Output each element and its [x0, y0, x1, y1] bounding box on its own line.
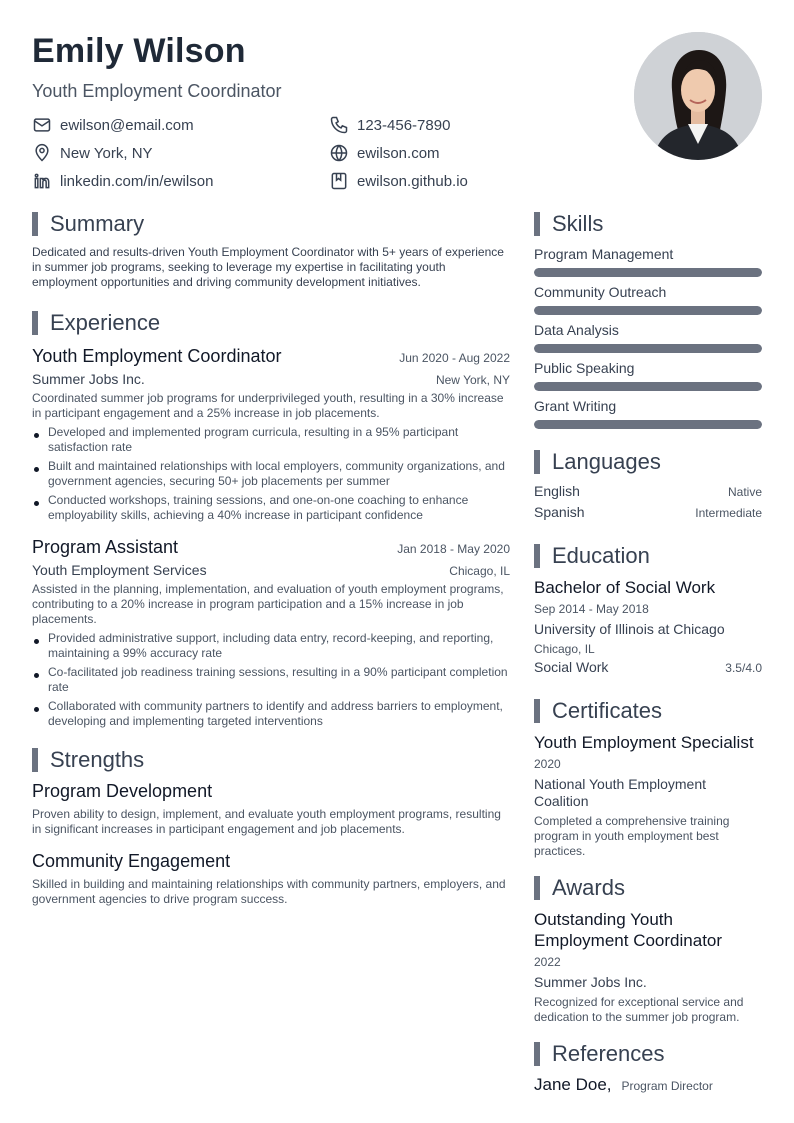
section-title: Skills	[552, 211, 604, 236]
section-accent-bar	[534, 699, 540, 723]
skill-bar	[534, 306, 762, 315]
job-description: Coordinated summer job programs for underprivileged youth, resulting in a 30% increase in participant engagement and a 25% increase in job placements.	[32, 391, 504, 420]
skill-bar	[534, 420, 762, 429]
contact-phone[interactable]	[329, 114, 589, 136]
contact-list	[32, 114, 592, 192]
phone-text: 123-456-7890	[357, 116, 451, 134]
skill-item	[534, 245, 762, 277]
strength-item	[32, 851, 510, 907]
linkedin-icon	[32, 171, 52, 191]
github-icon	[329, 171, 349, 191]
candidate-name: Emily Wilson	[32, 32, 246, 70]
contact-github[interactable]	[329, 170, 589, 192]
job-bullet: Co-facilitated job readiness training sessions, resulting in a 90% participant completion rate	[32, 665, 510, 695]
github-text: ewilson.github.io	[357, 172, 468, 190]
section-title: References	[552, 1041, 665, 1066]
skill-item	[534, 397, 762, 429]
languages-heading	[534, 449, 762, 475]
section-accent-bar	[32, 748, 38, 772]
contact-website[interactable]	[329, 142, 589, 164]
education-field-row	[534, 659, 762, 680]
contact-linkedin[interactable]	[32, 170, 329, 192]
strength-description: Skilled in building and maintaining relationships with community partners, employers, and government agencies to drive program success.	[32, 877, 506, 906]
gpa: 3.5/4.0	[725, 661, 762, 675]
language-name: Spanish	[534, 504, 585, 520]
skill-bar	[534, 268, 762, 277]
award-year: 2022	[534, 955, 561, 969]
strength-title: Community Engagement	[32, 851, 231, 871]
skills-list	[534, 245, 762, 429]
skill-name: Data Analysis	[534, 322, 619, 338]
section-title: Strengths	[50, 747, 145, 772]
skill-name: Community Outreach	[534, 284, 667, 300]
language-item	[534, 504, 762, 525]
skill-level-fill	[534, 344, 762, 353]
job-dates: Jun 2020 - Aug 2022	[399, 351, 510, 365]
reference-item	[534, 1075, 762, 1095]
location-text: New York, NY	[60, 144, 153, 162]
education-heading	[534, 543, 762, 569]
skill-item	[534, 359, 762, 391]
job-title: Youth Employment Coordinator	[32, 346, 282, 366]
phone-icon	[329, 115, 349, 135]
skill-bar	[534, 344, 762, 353]
job-bullets	[32, 631, 510, 729]
skill-item	[534, 283, 762, 315]
skill-name: Grant Writing	[534, 398, 617, 414]
skill-item	[534, 321, 762, 353]
strength-title: Program Development	[32, 781, 213, 801]
education-dates: Sep 2014 - May 2018	[534, 602, 649, 616]
job-location: Chicago, IL	[449, 564, 510, 578]
awards-heading	[534, 875, 762, 901]
school-location: Chicago, IL	[534, 642, 595, 656]
skill-level-fill	[534, 306, 762, 315]
skill-level-fill	[534, 382, 762, 391]
candidate-title: Youth Employment Coordinator	[32, 81, 282, 101]
skill-bar	[534, 382, 762, 391]
language-item	[534, 483, 762, 504]
certificate-name: Youth Employment Specialist	[534, 733, 754, 752]
section-accent-bar	[534, 1042, 540, 1066]
profile-photo	[634, 32, 762, 160]
section-accent-bar	[534, 212, 540, 236]
experience-heading	[32, 310, 510, 336]
language-level: Intermediate	[695, 506, 762, 520]
section-title: Experience	[50, 310, 161, 335]
language-name: English	[534, 483, 580, 499]
summary-heading	[32, 211, 510, 237]
skill-name: Public Speaking	[534, 360, 635, 376]
job-bullet: Built and maintained relationships with local employers, community organizations, and government agencies, securing 50+ job placements per summer	[32, 459, 510, 489]
section-accent-bar	[32, 311, 38, 335]
award-name: Outstanding Youth Employment Coordinator	[534, 910, 723, 950]
experience-item	[32, 346, 510, 523]
skill-name: Program Management	[534, 246, 674, 262]
section-title: Awards	[552, 875, 625, 900]
reference-name: Jane Doe,	[534, 1075, 612, 1094]
field-of-study: Social Work	[534, 659, 609, 675]
strengths-heading	[32, 747, 510, 773]
school-name: University of Illinois at Chicago	[534, 621, 725, 637]
experience-item	[32, 537, 510, 729]
skills-heading	[534, 211, 762, 237]
job-bullet: Conducted workshops, training sessions, and one-on-one coaching to enhance employability skills, achieving a 40% increase in participant confidence	[32, 493, 510, 523]
reference-role: Program Director	[621, 1079, 713, 1093]
job-title: Program Assistant	[32, 537, 179, 557]
certificate-year: 2020	[534, 757, 561, 771]
section-accent-bar	[534, 876, 540, 900]
job-dates: Jan 2018 - May 2020	[397, 542, 510, 556]
degree: Bachelor of Social Work	[534, 578, 716, 597]
references-heading	[534, 1041, 762, 1067]
language-level: Native	[727, 485, 762, 499]
section-accent-bar	[32, 212, 38, 236]
left-column	[32, 211, 510, 907]
certificates-heading	[534, 698, 762, 724]
contact-location	[32, 142, 329, 164]
job-bullet: Collaborated with community partners to identify and address barriers to employment, developing and implementing targeted interventions	[32, 699, 510, 729]
section-accent-bar	[534, 450, 540, 474]
section-title: Languages	[552, 449, 661, 474]
job-company: Youth Employment Services	[32, 562, 207, 578]
skill-level-fill	[534, 420, 762, 429]
strength-description: Proven ability to design, implement, and evaluate youth employment programs, resulting in significant increases in participant engagement and job placements.	[32, 807, 501, 836]
section-title: Certificates	[552, 698, 663, 723]
location-icon	[32, 143, 52, 163]
job-company: Summer Jobs Inc.	[32, 371, 145, 387]
section-title: Education	[552, 543, 650, 568]
email-icon	[32, 115, 52, 135]
strength-item	[32, 781, 510, 837]
linkedin-text: linkedin.com/in/ewilson	[60, 172, 214, 190]
skill-level-fill	[534, 268, 762, 277]
summary-text: Dedicated and results-driven Youth Employment Coordinator with 5+ years of experience in summer job programs, seeking to leverage my expertise in facilitating youth employment opportunities and driving community development initiatives.	[32, 245, 504, 289]
section-title: Summary	[50, 211, 145, 236]
award-issuer: Summer Jobs Inc.	[534, 974, 647, 990]
award-description: Recognized for exceptional service and dedication to the summer job program.	[534, 995, 744, 1024]
job-bullet: Provided administrative support, including data entry, record-keeping, and reporting, maintaining a 99% accuracy rate	[32, 631, 510, 661]
section-accent-bar	[534, 544, 540, 568]
job-description: Assisted in the planning, implementation, and evaluation of youth employment programs, contributing to a 20% increase in program participation and a 15% increase in job placements.	[32, 582, 504, 626]
job-bullet: Developed and implemented program curricula, resulting in a 95% participant satisfaction rate	[32, 425, 510, 455]
right-column	[534, 211, 762, 1095]
job-bullets	[32, 425, 510, 523]
email-text: ewilson@email.com	[60, 116, 194, 134]
job-location: New York, NY	[435, 373, 510, 387]
certificate-issuer: National Youth Employment Coalition	[534, 776, 706, 809]
certificate-description: Completed a comprehensive training program in youth employment best practices.	[534, 814, 730, 858]
globe-icon	[329, 143, 349, 163]
contact-email[interactable]	[32, 114, 329, 136]
website-text: ewilson.com	[357, 144, 440, 162]
resume-header	[32, 30, 592, 192]
